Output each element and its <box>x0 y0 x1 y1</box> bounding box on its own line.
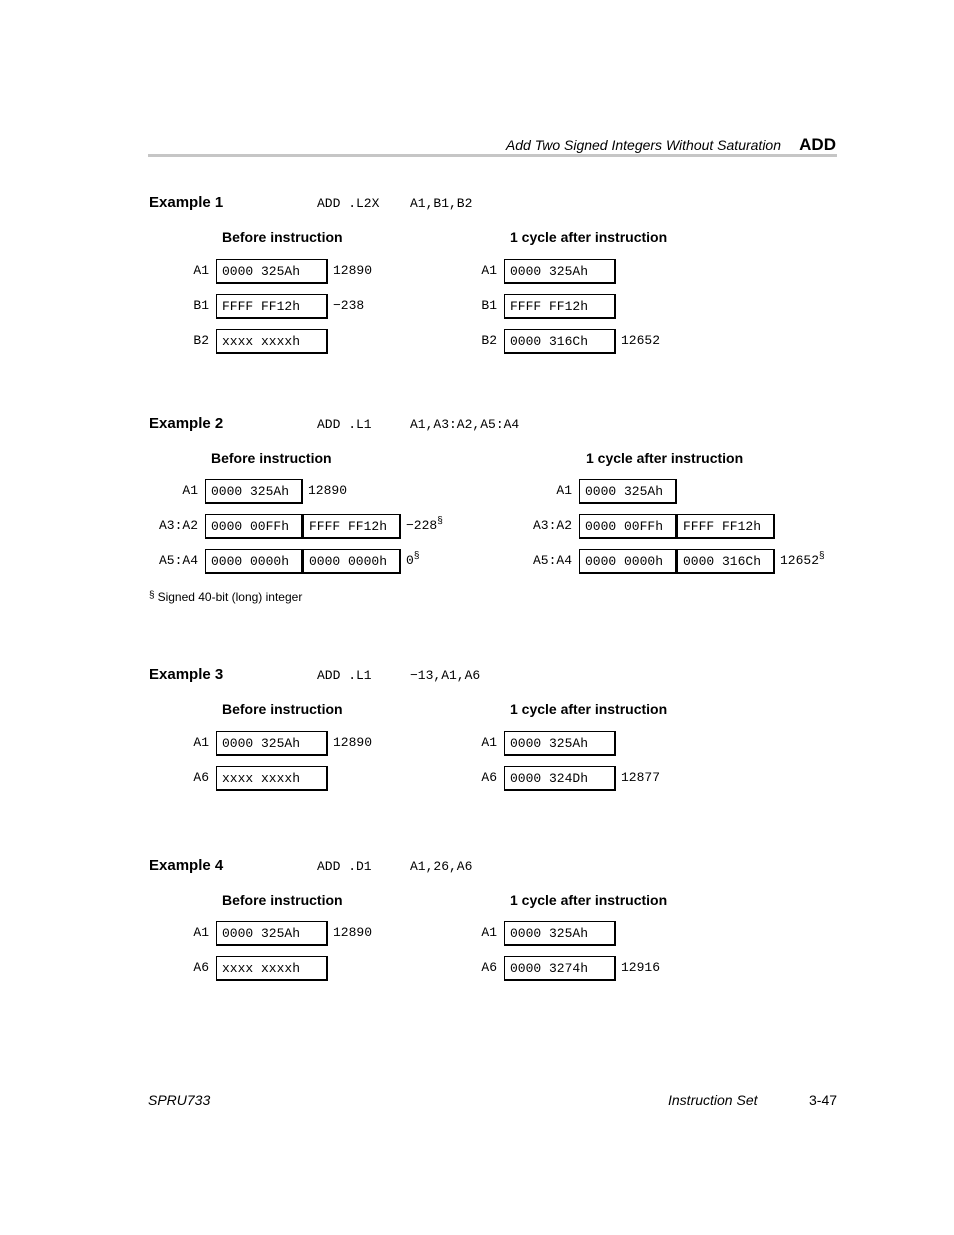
register-label: A5:A4 <box>158 553 198 568</box>
register-label: B1 <box>193 298 209 313</box>
register-value-box: xxxx xxxxh <box>216 329 328 354</box>
footnote-mark: § <box>437 515 443 527</box>
running-header-mnemonic: ADD <box>799 135 836 154</box>
register-label: A1 <box>481 263 497 278</box>
decimal-value: 0 <box>406 553 414 568</box>
register-value-box: 0000 0000h <box>579 549 677 574</box>
before-heading: Before instruction <box>222 229 343 245</box>
register-value-box: 0000 325Ah <box>504 731 616 756</box>
decimal-value: 12916 <box>621 960 661 975</box>
running-header-title: Add Two Signed Integers Without Saturation <box>505 137 781 153</box>
decimal-value: −238 <box>333 298 365 313</box>
decimal-value: 12652 <box>621 333 661 348</box>
register-label: B2 <box>481 333 497 348</box>
decimal-value-note <box>621 960 660 975</box>
decimal-value-note <box>621 770 660 785</box>
decimal-value-note <box>333 263 372 278</box>
before-heading: Before instruction <box>222 892 343 908</box>
footnote-mark: § <box>413 550 420 562</box>
register-value-box: 0000 316Ch <box>677 549 775 574</box>
decimal-value-note <box>406 550 420 568</box>
before-heading: Before instruction <box>222 701 343 717</box>
register-label: A3:A2 <box>532 518 572 533</box>
example-label: Example 2 <box>149 415 224 432</box>
after-heading: 1 cycle after instruction <box>510 892 668 908</box>
instruction-mnemonic: ADD .D1 <box>317 859 372 874</box>
register-value-box: 0000 00FFh <box>579 514 677 539</box>
register-label: A5:A4 <box>532 553 572 568</box>
instruction-operands: A1,B1,B2 <box>410 196 473 211</box>
register-value-box: FFFF FF12h <box>677 514 775 539</box>
header-rule <box>148 154 837 157</box>
after-heading: 1 cycle after instruction <box>510 229 668 245</box>
after-heading: 1 cycle after instruction <box>510 701 668 717</box>
register-label: A1 <box>193 925 209 940</box>
decimal-value-note <box>621 333 660 348</box>
register-label: A1 <box>193 263 209 278</box>
footnote <box>149 590 302 604</box>
example-label: Example 1 <box>149 194 224 211</box>
decimal-value-note <box>333 298 364 313</box>
register-value-box: 0000 0000h <box>303 549 401 574</box>
decimal-value: 12877 <box>621 770 661 785</box>
footer-doc-id: SPRU733 <box>148 1092 211 1108</box>
before-heading: Before instruction <box>211 450 332 466</box>
register-label: A1 <box>556 483 572 498</box>
decimal-value-note <box>780 550 825 568</box>
decimal-value: 12890 <box>333 263 373 278</box>
instruction-mnemonic: ADD .L2X <box>317 196 380 211</box>
register-label: A1 <box>182 483 198 498</box>
decimal-value-note <box>308 483 347 498</box>
register-value-box: FFFF FF12h <box>303 514 401 539</box>
instruction-mnemonic: ADD .L1 <box>317 668 372 683</box>
register-value-box: 0000 324Dh <box>504 766 616 791</box>
register-label: B1 <box>481 298 497 313</box>
register-value-box: 0000 325Ah <box>579 479 677 504</box>
decimal-value-note <box>333 925 372 940</box>
instruction-operands: A1,A3:A2,A5:A4 <box>410 417 520 432</box>
footer-section: Instruction Set <box>668 1092 758 1108</box>
after-heading: 1 cycle after instruction <box>586 450 744 466</box>
example-label: Example 4 <box>149 857 224 874</box>
register-label: A6 <box>193 770 209 785</box>
decimal-value: −228 <box>406 518 438 533</box>
register-value-box: 0000 325Ah <box>216 259 328 284</box>
register-value-box: 0000 325Ah <box>504 921 616 946</box>
register-value-box: 0000 0000h <box>205 549 303 574</box>
instruction-operands: −13,A1,A6 <box>410 668 481 683</box>
decimal-value: 12890 <box>308 483 348 498</box>
decimal-value: 12890 <box>333 735 373 750</box>
instruction-operands: A1,26,A6 <box>410 859 473 874</box>
register-label: A1 <box>193 735 209 750</box>
register-label: A1 <box>481 735 497 750</box>
register-value-box: 0000 325Ah <box>216 921 328 946</box>
register-value-box: FFFF FF12h <box>504 294 616 319</box>
instruction-mnemonic: ADD .L1 <box>317 417 372 432</box>
decimal-value-note <box>406 515 443 533</box>
register-value-box: 0000 325Ah <box>216 731 328 756</box>
register-label: A6 <box>193 960 209 975</box>
decimal-value: 12652 <box>780 553 820 568</box>
register-value-box: 0000 325Ah <box>205 479 303 504</box>
register-value-box: 0000 3274h <box>504 956 616 981</box>
register-value-box: 0000 00FFh <box>205 514 303 539</box>
register-label: A6 <box>481 770 497 785</box>
footer-page-number: 3-47 <box>809 1092 838 1108</box>
footnote-text: Signed 40-bit (long) integer <box>157 590 303 604</box>
register-label: A1 <box>481 925 497 940</box>
register-value-box: xxxx xxxxh <box>216 956 328 981</box>
register-value-box: xxxx xxxxh <box>216 766 328 791</box>
example-label: Example 3 <box>149 666 224 683</box>
register-value-box: 0000 316Ch <box>504 329 616 354</box>
register-value-box: 0000 325Ah <box>504 259 616 284</box>
footnote-mark: § <box>149 590 155 601</box>
decimal-value: 12890 <box>333 925 373 940</box>
register-label: A6 <box>481 960 497 975</box>
decimal-value-note <box>333 735 372 750</box>
footnote-mark: § <box>819 550 825 562</box>
register-value-box: FFFF FF12h <box>216 294 328 319</box>
register-label: A3:A2 <box>158 518 198 533</box>
register-label: B2 <box>193 333 209 348</box>
